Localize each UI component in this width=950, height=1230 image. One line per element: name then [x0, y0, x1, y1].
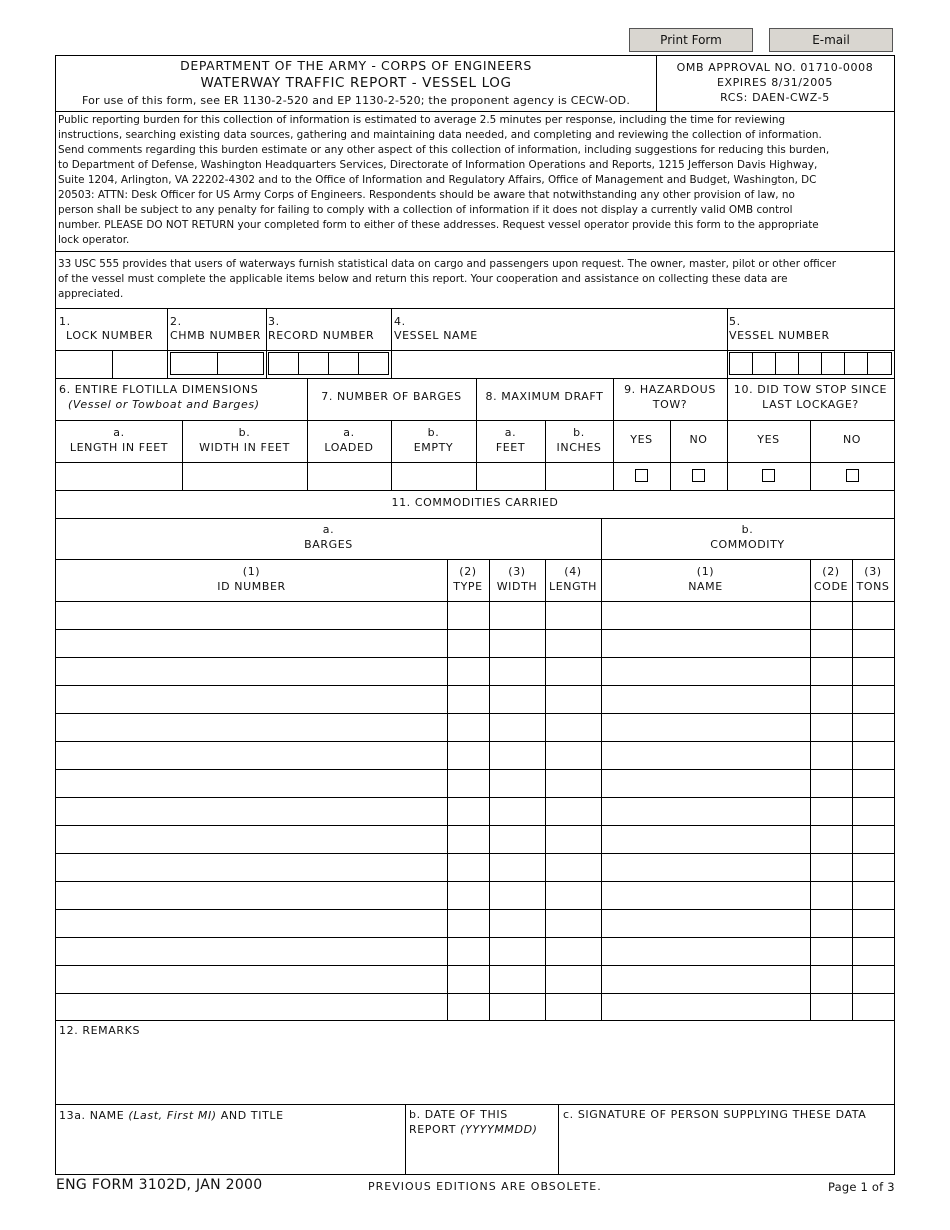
length-in-feet-label: LENGTH IN FEET: [69, 441, 169, 454]
hazardous-no-checkbox[interactable]: [692, 469, 705, 482]
width-in-feet-input[interactable]: [182, 462, 307, 490]
commodity-tons-input[interactable]: [852, 909, 894, 937]
commodity-name-input[interactable]: [601, 741, 810, 769]
commodity-code-input[interactable]: [810, 993, 852, 1021]
length-in-feet-input[interactable]: [56, 462, 182, 490]
commodity-tons-input[interactable]: [852, 713, 894, 741]
barge-length-input[interactable]: [545, 741, 601, 769]
barge-type-input[interactable]: [447, 741, 489, 769]
burden-line: Send comments regarding this burden estimate or any other aspect of this collection of information, including suggestions for reducing this burden,: [58, 144, 830, 156]
barge-id-input[interactable]: [56, 601, 447, 629]
burden-line: person shall be subject to any penalty for failing to comply with a collection of information if it does not display a currently valid OMB control: [58, 204, 793, 216]
commodity-tons-input[interactable]: [852, 965, 894, 993]
sub-a-loaded: a.: [343, 426, 355, 439]
table-row: [56, 769, 894, 797]
table-row: [56, 993, 894, 1021]
name-title-input[interactable]: [56, 1124, 405, 1174]
barge-length-input[interactable]: [545, 685, 601, 713]
barge-type-input[interactable]: [447, 657, 489, 685]
burden-line: 20503: ATTN: Desk Officer for US Army Corps of Engineers. Respondents should be aware that notwithstanding any other provision of law, no: [58, 189, 795, 201]
barge-type-input[interactable]: [447, 937, 489, 965]
sub-a-feet: a.: [504, 426, 517, 439]
email-button[interactable]: E-mail: [769, 28, 893, 52]
empty-label: EMPTY: [413, 441, 454, 454]
commodity-code-input[interactable]: [810, 965, 852, 993]
flotilla-dimensions-subtitle: (Vessel or Towboat and Barges): [68, 398, 260, 411]
col-type-header: TYPE: [453, 580, 483, 593]
chmb-number-label: CHMB NUMBER: [170, 329, 261, 342]
empty-barges-input[interactable]: [391, 462, 476, 490]
barge-id-input[interactable]: [56, 853, 447, 881]
barge-width-input[interactable]: [489, 629, 545, 657]
signature-field[interactable]: [559, 1124, 894, 1174]
commodities-title: 11. COMMODITIES CARRIED: [391, 496, 559, 509]
barge-length-input[interactable]: [545, 601, 601, 629]
commodity-tons-input[interactable]: [852, 629, 894, 657]
barge-width-input[interactable]: [489, 685, 545, 713]
barge-id-input[interactable]: [56, 909, 447, 937]
barge-type-input[interactable]: [447, 965, 489, 993]
barge-width-input[interactable]: [489, 881, 545, 909]
col-width-header: WIDTH: [496, 580, 538, 593]
field-3-number: 3.: [268, 315, 280, 328]
usc-line: 33 USC 555 provides that users of waterways furnish statistical data on cargo and passengers upon request. The owner, master, pilot or other officer: [58, 258, 837, 270]
rcs-number: RCS: DAEN-CWZ-5: [720, 91, 830, 104]
draft-inches-input[interactable]: [545, 462, 613, 490]
barge-length-input[interactable]: [545, 965, 601, 993]
commodity-tons-input[interactable]: [852, 993, 894, 1021]
barge-length-input[interactable]: [545, 629, 601, 657]
commodity-code-input[interactable]: [810, 713, 852, 741]
commodity-section-letter: b.: [741, 523, 754, 536]
table-row: [56, 797, 894, 825]
omb-approval: OMB APPROVAL NO. 01710-0008: [676, 61, 874, 74]
page-number: Page 1 of 3: [828, 1180, 895, 1194]
table-row: [56, 657, 894, 685]
date-label-2: [409, 1123, 538, 1137]
barge-id-input[interactable]: [56, 685, 447, 713]
barge-length-input[interactable]: [545, 881, 601, 909]
commodity-name-input[interactable]: [601, 937, 810, 965]
name-label-suffix: AND TITLE: [216, 1109, 284, 1122]
field-1-number: 1.: [59, 315, 71, 328]
tow-stop-no-checkbox[interactable]: [846, 469, 859, 482]
burden-line: number. PLEASE DO NOT RETURN your completed form to either of these addresses. Request vessel operator provide this form to the appropriate: [58, 219, 819, 231]
barges-section-label: BARGES: [304, 538, 353, 551]
maximum-draft-label: 8. MAXIMUM DRAFT: [485, 390, 604, 403]
table-row: [56, 853, 894, 881]
barge-length-input[interactable]: [545, 853, 601, 881]
commodity-name-input[interactable]: [601, 797, 810, 825]
commodity-tons-input[interactable]: [852, 937, 894, 965]
record-number-label: RECORD NUMBER: [268, 329, 375, 342]
commodity-code-input[interactable]: [810, 825, 852, 853]
hazardous-tow-label-2: TOW?: [652, 398, 688, 411]
barge-type-input[interactable]: [447, 685, 489, 713]
commodity-code-input[interactable]: [810, 797, 852, 825]
tow-stop-yes-checkbox[interactable]: [762, 469, 775, 482]
field-2-number: 2.: [170, 315, 182, 328]
hazardous-yes-label: YES: [630, 433, 653, 446]
commodity-name-input[interactable]: [601, 685, 810, 713]
barge-width-input[interactable]: [489, 909, 545, 937]
barge-type-input[interactable]: [447, 853, 489, 881]
loaded-barges-input[interactable]: [307, 462, 391, 490]
barge-width-input[interactable]: [489, 713, 545, 741]
signature-label: c. SIGNATURE OF PERSON SUPPLYING THESE DATA: [563, 1108, 867, 1121]
col-code-header: CODE: [813, 580, 849, 593]
expiration-date: EXPIRES 8/31/2005: [716, 76, 834, 89]
field-4-number: 4.: [394, 315, 406, 328]
commodity-code-input[interactable]: [810, 909, 852, 937]
usc-statement: [58, 257, 892, 302]
col-tons-index: (3): [864, 565, 882, 578]
commodity-code-input[interactable]: [810, 741, 852, 769]
barge-id-input[interactable]: [56, 825, 447, 853]
loaded-label: LOADED: [324, 441, 374, 454]
barge-width-input[interactable]: [489, 993, 545, 1021]
barge-width-input[interactable]: [489, 797, 545, 825]
barge-id-input[interactable]: [56, 993, 447, 1021]
report-date-input[interactable]: [406, 1139, 558, 1174]
burden-statement: [58, 113, 892, 248]
commodity-name-input[interactable]: [601, 853, 810, 881]
barge-id-input[interactable]: [56, 937, 447, 965]
commodity-tons-input[interactable]: [852, 741, 894, 769]
commodity-name-input[interactable]: [601, 657, 810, 685]
barge-length-input[interactable]: [545, 657, 601, 685]
lock-number-input-1[interactable]: [56, 350, 112, 378]
table-row: [56, 937, 894, 965]
col-type-index: (2): [459, 565, 477, 578]
col-length-header: LENGTH: [548, 580, 598, 593]
barge-id-input[interactable]: [56, 741, 447, 769]
table-row: [56, 741, 894, 769]
barge-length-input[interactable]: [545, 825, 601, 853]
remarks-label: 12. REMARKS: [59, 1024, 141, 1037]
col-name-index: (1): [696, 565, 715, 578]
feet-label: FEET: [495, 441, 526, 454]
vessel-name-input[interactable]: [392, 350, 726, 378]
barge-length-input[interactable]: [545, 769, 601, 797]
barge-id-input[interactable]: [56, 965, 447, 993]
barge-width-input[interactable]: [489, 853, 545, 881]
tow-stop-label: 10. DID TOW STOP SINCE: [733, 383, 888, 396]
vessel-log-form: [55, 55, 895, 1175]
previous-editions-note: PREVIOUS EDITIONS ARE OBSOLETE.: [368, 1180, 602, 1193]
col-id-number-index: (1): [242, 565, 261, 578]
commodity-code-input[interactable]: [810, 685, 852, 713]
burden-line: lock operator.: [58, 234, 130, 246]
barge-width-input[interactable]: [489, 601, 545, 629]
vessel-name-label: VESSEL NAME: [394, 329, 478, 342]
commodity-tons-input[interactable]: [852, 881, 894, 909]
barge-type-input[interactable]: [447, 601, 489, 629]
barge-width-input[interactable]: [489, 769, 545, 797]
form-number: ENG FORM 3102D, JAN 2000: [56, 1177, 263, 1193]
barge-width-input[interactable]: [489, 937, 545, 965]
barge-width-input[interactable]: [489, 657, 545, 685]
draft-feet-input[interactable]: [476, 462, 545, 490]
commodity-tons-input[interactable]: [852, 853, 894, 881]
barge-length-input[interactable]: [545, 993, 601, 1021]
table-row: [56, 881, 894, 909]
commodity-code-input[interactable]: [810, 601, 852, 629]
commodity-code-input[interactable]: [810, 937, 852, 965]
date-label-format: (YYYYMMDD): [460, 1123, 538, 1136]
sub-b-empty: b.: [427, 426, 440, 439]
department-title: DEPARTMENT OF THE ARMY - CORPS OF ENGINEERS: [180, 58, 532, 73]
inches-label: INCHES: [556, 441, 602, 454]
commodity-code-input[interactable]: [810, 881, 852, 909]
form-title: WATERWAY TRAFFIC REPORT - VESSEL LOG: [200, 75, 512, 91]
commodity-tons-input[interactable]: [852, 657, 894, 685]
usc-line: appreciated.: [58, 288, 124, 300]
table-row: [56, 965, 894, 993]
burden-line: Public reporting burden for this collection of information is estimated to average 2.5 minutes per response, including the time for reviewing: [58, 114, 786, 126]
tow-stop-label-2: LAST LOCKAGE?: [762, 398, 859, 411]
sub-b-inches: b.: [573, 426, 585, 439]
barge-length-input[interactable]: [545, 937, 601, 965]
commodity-code-input[interactable]: [810, 629, 852, 657]
hazardous-no-label: NO: [689, 433, 708, 446]
barge-id-input[interactable]: [56, 769, 447, 797]
barge-type-input[interactable]: [447, 881, 489, 909]
commodity-tons-input[interactable]: [852, 769, 894, 797]
sub-b-width: b.: [238, 426, 251, 439]
commodity-name-input[interactable]: [601, 629, 810, 657]
commodity-code-input[interactable]: [810, 853, 852, 881]
barge-type-input[interactable]: [447, 629, 489, 657]
date-label: b. DATE OF THIS: [409, 1108, 508, 1121]
commodity-name-input[interactable]: [601, 993, 810, 1021]
commodity-tons-input[interactable]: [852, 685, 894, 713]
table-row: [56, 629, 894, 657]
commodity-tons-input[interactable]: [852, 601, 894, 629]
commodity-name-input[interactable]: [601, 909, 810, 937]
tow-stop-yes-label: YES: [757, 433, 780, 446]
tow-stop-no-label: NO: [842, 433, 862, 446]
commodity-tons-input[interactable]: [852, 825, 894, 853]
barge-id-input[interactable]: [56, 713, 447, 741]
lock-number-input-2[interactable]: [112, 350, 167, 378]
burden-line: to Department of Defense, Washington Headquarters Services, Directorate of Information Operations and Reports, 1215 Jefferson Davis Highway,: [58, 159, 818, 171]
barge-id-input[interactable]: [56, 629, 447, 657]
col-length-index: (4): [564, 565, 582, 578]
commodity-name-input[interactable]: [601, 965, 810, 993]
field-5-number: 5.: [729, 315, 741, 328]
commodity-code-input[interactable]: [810, 769, 852, 797]
table-row: [56, 825, 894, 853]
hazardous-yes-checkbox[interactable]: [635, 469, 648, 482]
burden-line: Suite 1204, Arlington, VA 22202-4302 and to the Office of Information and Regulatory Affairs, Office of Management and Budget, Washington, DC: [58, 174, 817, 186]
commodity-code-input[interactable]: [810, 657, 852, 685]
table-row: [56, 713, 894, 741]
barges-section-letter: a.: [322, 523, 335, 536]
number-of-barges-label: 7. NUMBER OF BARGES: [321, 390, 462, 403]
table-row: [56, 685, 894, 713]
barge-type-input[interactable]: [447, 797, 489, 825]
name-title-label: [59, 1109, 284, 1123]
barge-width-input[interactable]: [489, 825, 545, 853]
col-width-index: (3): [508, 565, 526, 578]
col-id-number-header: ID NUMBER: [217, 580, 286, 593]
commodity-name-input[interactable]: [601, 601, 810, 629]
barge-type-input[interactable]: [447, 909, 489, 937]
commodity-name-input[interactable]: [601, 825, 810, 853]
remarks-input[interactable]: [56, 1040, 894, 1104]
name-label-format: (Last, First MI): [128, 1109, 217, 1122]
name-label-prefix: 13a. NAME: [59, 1109, 129, 1122]
vessel-number-label: VESSEL NUMBER: [729, 329, 830, 342]
barge-type-input[interactable]: [447, 825, 489, 853]
barge-id-input[interactable]: [56, 797, 447, 825]
table-row: [56, 601, 894, 629]
barge-length-input[interactable]: [545, 713, 601, 741]
usc-line: of the vessel must complete the applicable items below and return this report. Your cooperation and assistance on collecting these data are: [58, 273, 788, 285]
commodity-name-input[interactable]: [601, 713, 810, 741]
barge-length-input[interactable]: [545, 797, 601, 825]
barge-type-input[interactable]: [447, 769, 489, 797]
table-row: [56, 909, 894, 937]
barge-length-input[interactable]: [545, 909, 601, 937]
barge-width-input[interactable]: [489, 741, 545, 769]
hazardous-tow-label: 9. HAZARDOUS: [624, 383, 716, 396]
col-tons-header: TONS: [856, 580, 890, 593]
commodity-tons-input[interactable]: [852, 797, 894, 825]
burden-line: instructions, searching existing data sources, gathering and maintaining data needed, and completing and reviewing the collection of information.: [58, 129, 822, 141]
barge-id-input[interactable]: [56, 657, 447, 685]
commodity-name-input[interactable]: [601, 769, 810, 797]
barge-width-input[interactable]: [489, 965, 545, 993]
lock-number-label: LOCK NUMBER: [66, 329, 154, 342]
commodity-name-input[interactable]: [601, 881, 810, 909]
width-in-feet-label: WIDTH IN FEET: [199, 441, 290, 454]
barge-type-input[interactable]: [447, 713, 489, 741]
commodity-section-label: COMMODITY: [710, 538, 785, 551]
barge-id-input[interactable]: [56, 881, 447, 909]
date-label-prefix: REPORT: [409, 1123, 461, 1136]
barge-type-input[interactable]: [447, 993, 489, 1021]
col-name-header: NAME: [688, 580, 723, 593]
print-form-button[interactable]: Print Form: [629, 28, 753, 52]
col-code-index: (2): [822, 565, 840, 578]
flotilla-dimensions-label: 6. ENTIRE FLOTILLA DIMENSIONS: [59, 383, 259, 396]
sub-a-length: a.: [113, 426, 125, 439]
form-usage-note: For use of this form, see ER 1130-2-520 and EP 1130-2-520; the proponent agency is CECW-OD.: [81, 94, 631, 107]
